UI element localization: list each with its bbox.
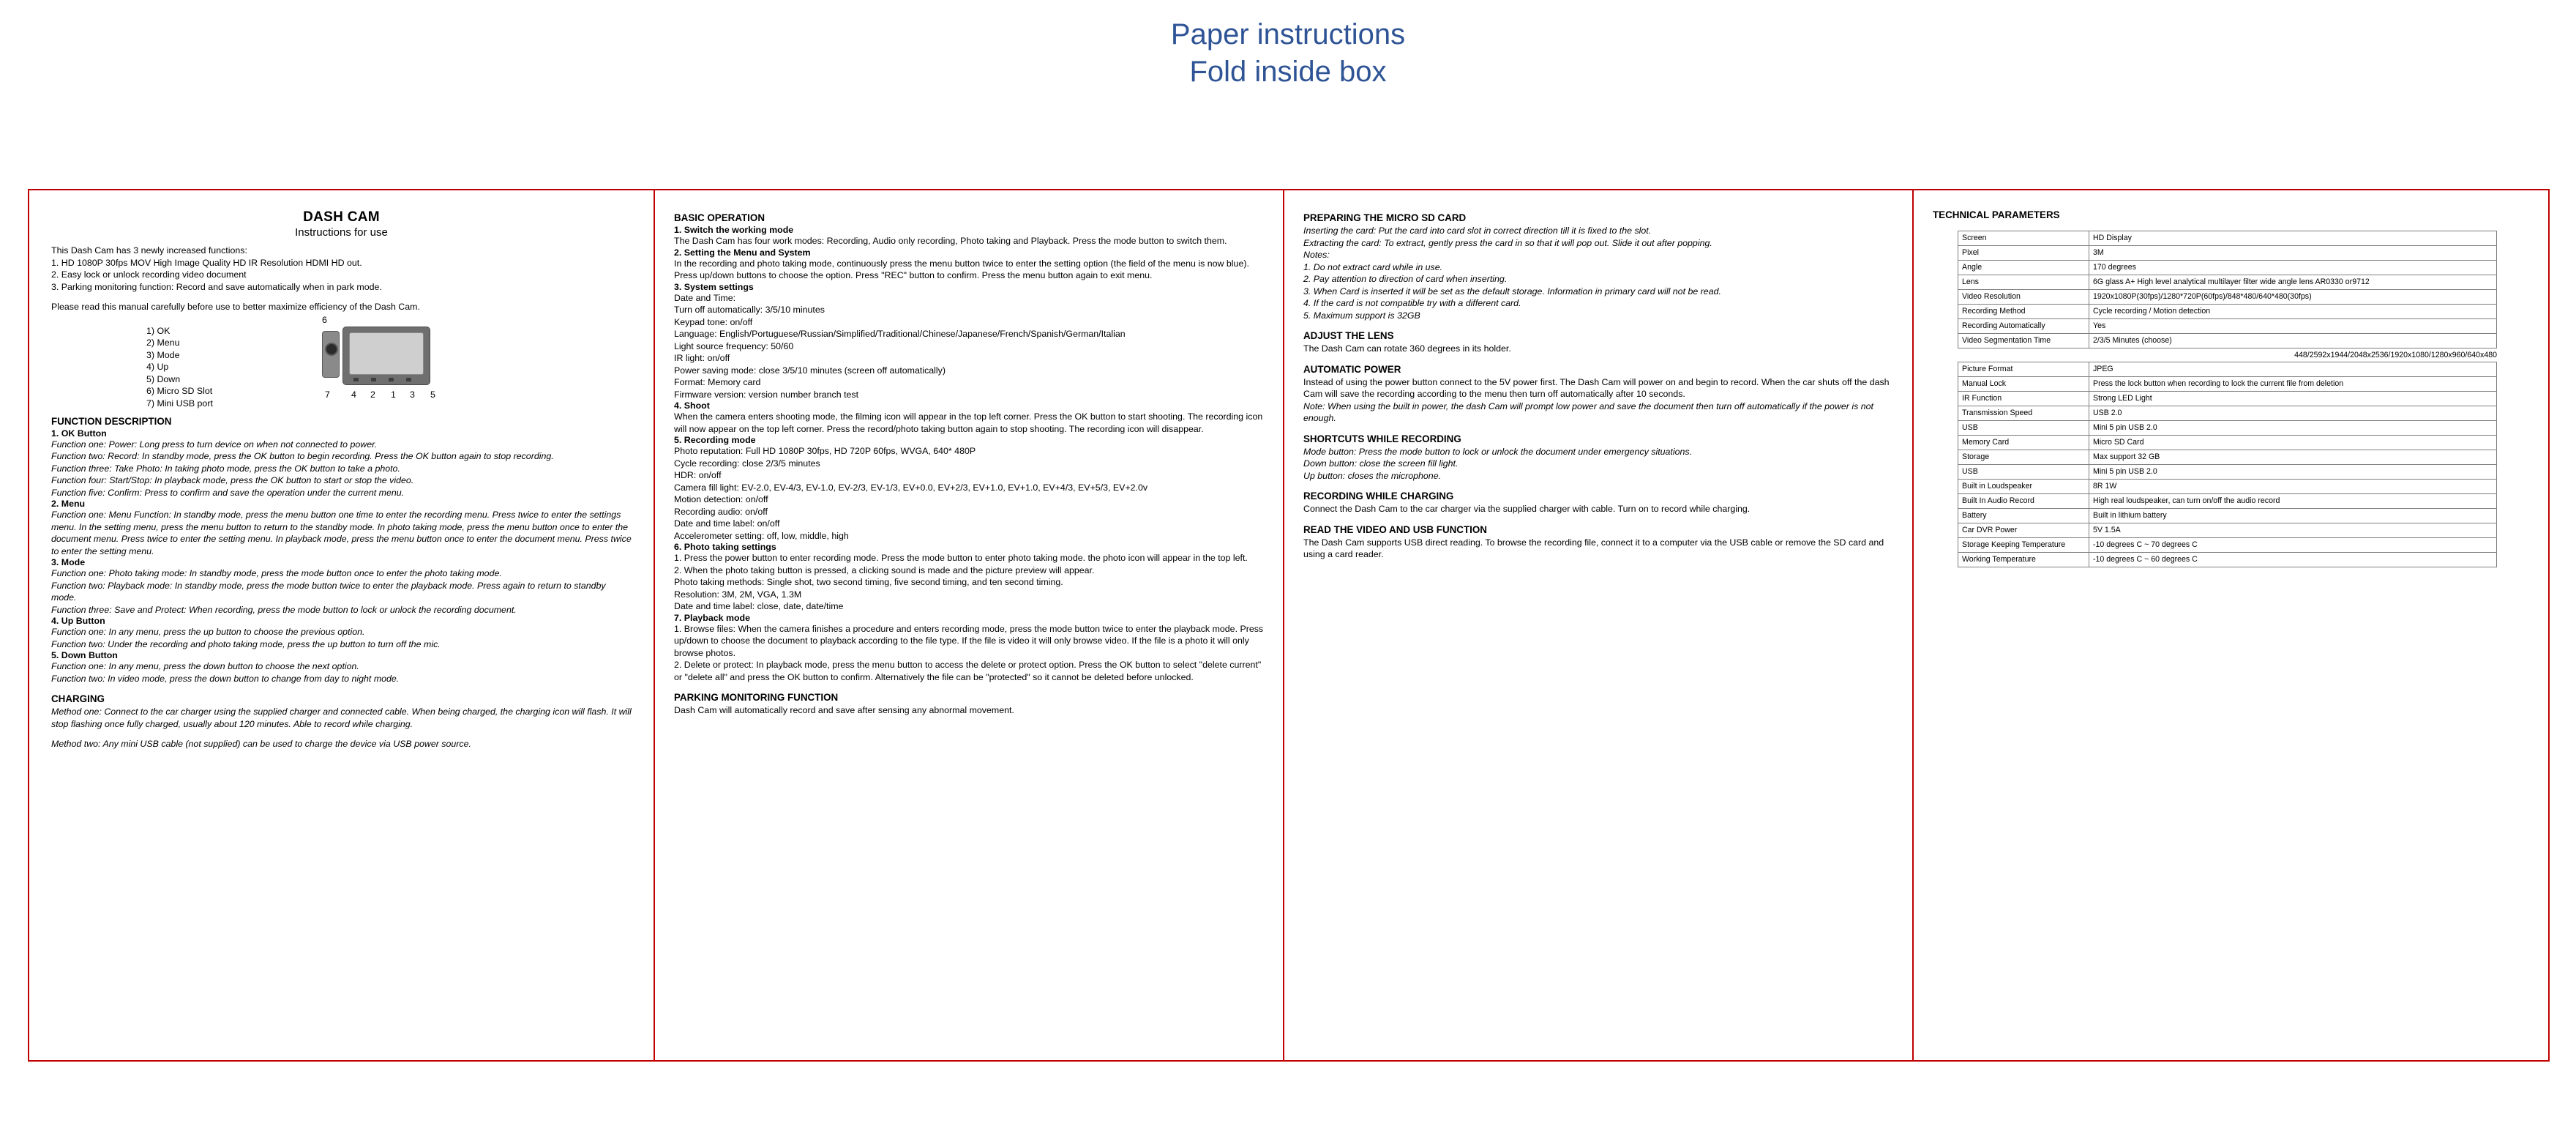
spec-value: 6G glass A+ High level analytical multilayer filter wide angle lens AR0330 or9712: [2089, 275, 2497, 290]
spec-value: 5V 1.5A: [2089, 523, 2497, 538]
spacer: [51, 730, 632, 738]
callout-7: 7: [325, 389, 330, 400]
charging-line: Method one: Connect to the car charger using the supplied charger and connected cable. When being charged, the charging icon will flash. It will stop flashing once fully charged, usually about 120 minutes. Able to record while charging.: [51, 707, 632, 729]
table-row: [1958, 523, 2497, 538]
table-row: [1958, 319, 2497, 334]
photo-settings-line: Photo taking methods: Single shot, two second timing, five second timing, and ten second timing.: [674, 577, 1063, 587]
system-settings-heading: 3. System settings: [674, 281, 754, 292]
spec-key: Battery: [1958, 509, 2089, 523]
down-button-line: Function two: In video mode, press the down button to change from day to night mode.: [51, 673, 400, 684]
playback-mode-line: 1. Browse files: When the camera finishes a procedure and enters recording mode, press the mode button twice to enter the playback mode. Press up/down to choose the document to playback according to the file type. If the file is video it will only browse video. If the file is a photo it will only browse photos.: [674, 623, 1264, 658]
setting-menu-heading: 2. Setting the Menu and System: [674, 247, 811, 258]
intro-line: 2. Easy lock or unlock recording video document: [51, 269, 247, 280]
mode-line: Function two: Playback mode: In standby mode, press the mode button twice to enter the playback mode. Press again to return to standby mode.: [51, 580, 606, 603]
intro-line: Please read this manual carefully before use to better maximize efficiency of the Dash Cam.: [51, 302, 420, 312]
photo-settings-heading: 6. Photo taking settings: [674, 542, 776, 552]
photo-settings-line: Resolution: 3M, 2M, VGA, 1.3M: [674, 589, 802, 600]
recording-mode-line: Photo reputation: Full HD 1080P 30fps, HD 720P 60fps, WVGA, 640* 480P: [674, 446, 976, 456]
intro-line: 1. HD 1080P 30fps MOV High Image Quality HD IR Resolution HDMI HD out.: [51, 257, 362, 268]
legend-item: 7) Mini USB port: [146, 398, 213, 409]
spec-value: 8R 1W: [2089, 480, 2497, 494]
down-button-heading: 5. Down Button: [51, 650, 118, 660]
spec-value: JPEG: [2089, 362, 2497, 377]
spec-key: Manual Lock: [1958, 377, 2089, 392]
sd-card-heading: PREPARING THE MICRO SD CARD: [1303, 212, 1467, 223]
spec-value: -10 degrees C ~ 70 degrees C: [2089, 538, 2497, 553]
sd-card-line: 5. Maximum support is 32GB: [1303, 310, 1420, 321]
spec-key: Video Resolution: [1958, 290, 2089, 305]
intro-line: This Dash Cam has 3 newly increased functions:: [51, 245, 247, 256]
spec-key: Recording Automatically: [1958, 319, 2089, 334]
shoot-heading: 4. Shoot: [674, 400, 710, 411]
system-settings-line: Date and Time:: [674, 292, 736, 303]
table-row: [1958, 231, 2497, 246]
spec-key: USB: [1958, 465, 2089, 480]
automatic-power-heading: AUTOMATIC POWER: [1303, 363, 1401, 375]
page-title: [0, 0, 2576, 91]
camera-lens: [325, 343, 338, 356]
camera-button: [371, 378, 376, 381]
sd-card-line: 1. Do not extract card while in use.: [1303, 261, 1443, 272]
system-settings-line: Language: English/Portuguese/Russian/Simplified/Traditional/Chinese/Japanese/French/Spanish/German/Italian: [674, 329, 1126, 339]
spec-value: Strong LED Light: [2089, 392, 2497, 406]
table-row: [1958, 290, 2497, 305]
spec-value: Press the lock button when recording to lock the current file from deletion: [2089, 377, 2497, 392]
mode-heading: 3. Mode: [51, 557, 86, 567]
ok-button-line: Function five: Confirm: Press to confirm and save the operation under the current menu.: [51, 487, 405, 498]
table-row: [1958, 246, 2497, 261]
spec-value: Mini 5 pin USB 2.0: [2089, 421, 2497, 436]
sd-card-line: 3. When Card is inserted it will be set as the default storage. Information in primary card will not be read.: [1303, 286, 1721, 297]
camera-screen: [349, 332, 424, 375]
sd-card-line: 4. If the card is not compatible try with a different card.: [1303, 298, 1521, 308]
table-row: [1958, 465, 2497, 480]
sd-card-line: Inserting the card: Put the card into card slot in correct direction till it is fixed to the slot.: [1303, 225, 1652, 236]
usb-function-text: The Dash Cam supports USB direct reading. To browse the recording file, connect it to a computer via the USB cable or remove the SD card and using a card reader.: [1303, 537, 1884, 559]
shortcut-line: Mode button: Press the mode button to lock or unlock the document under emergency situations.: [1303, 446, 1693, 457]
table-row: [1958, 421, 2497, 436]
ok-button-heading: 1. OK Button: [51, 428, 107, 439]
function-description-heading: FUNCTION DESCRIPTION: [51, 415, 172, 427]
spec-value: Cycle recording / Motion detection: [2089, 305, 2497, 319]
ok-button-line: Function four: Start/Stop: In playback mode, press the OK button to start or stop the video.: [51, 475, 414, 485]
spec-table-bottom: [1958, 362, 2497, 567]
spec-value: Max support 32 GB: [2089, 450, 2497, 465]
camera-button: [353, 378, 359, 381]
automatic-power-line: Instead of using the power button connect to the 5V power first. The Dash Cam will power on and begin to record. When the car shuts off the dash Cam will save the recording according to the menu then turn off automatically after 10 seconds.: [1303, 376, 1890, 399]
page-title-line2: Fold inside box: [1189, 56, 1387, 89]
down-button-line: Function one: In any menu, press the down button to choose the next option.: [51, 661, 359, 671]
doc-title: DASH CAM: [303, 209, 380, 225]
spec-key: Transmission Speed: [1958, 406, 2089, 421]
recording-mode-heading: 5. Recording mode: [674, 435, 756, 445]
menu-heading: 2. Menu: [51, 499, 86, 509]
spec-key: Screen: [1958, 231, 2089, 246]
shortcut-line: Up button: closes the microphone.: [1303, 470, 1442, 481]
adjust-lens-heading: ADJUST THE LENS: [1303, 330, 1394, 341]
system-settings-line: Light source frequency: 50/60: [674, 340, 794, 351]
callout-4: 4: [351, 389, 356, 400]
spec-value: -10 degrees C ~ 60 degrees C: [2089, 553, 2497, 567]
spec-key: Video Segmentation Time: [1958, 334, 2089, 348]
technical-parameters-heading: TECHNICAL PARAMETERS: [1933, 209, 2060, 220]
extra-resolution-note: 448/2592x1944/2048x2536/1920x1080/1280x960/640x480: [2294, 351, 2497, 359]
table-row: [1958, 305, 2497, 319]
legend-item: 6) Micro SD Slot: [146, 386, 213, 396]
spec-key: Built in Loudspeaker: [1958, 480, 2089, 494]
menu-line: Function one: Menu Function: In standby mode, press the menu button one time to enter the recording menu. Press twice to enter the settings menu. In the setting menu, press the menu button to return to the standby mode. In photo taking mode, press the menu button once to enter the document menu. Press twice to enter the setting menu. In playback mode, press the menu button once to enter the document menu. Press twice to enter the setting menu.: [51, 510, 632, 556]
legend-item: 4) Up: [146, 362, 169, 372]
column-dash-cam: [29, 190, 655, 1060]
mode-line: Function three: Save and Protect: When recording, press the mode button to lock or unlock the recording document.: [51, 604, 517, 615]
recording-mode-line: Date and time label: on/off: [674, 518, 780, 529]
callout-1: 1: [391, 389, 396, 400]
up-button-line: Function two: Under the recording and photo taking mode, press the up button to turn off the mic.: [51, 638, 441, 649]
recording-mode-line: HDR: on/off: [674, 470, 722, 480]
spec-key: Recording Method: [1958, 305, 2089, 319]
shoot-line: When the camera enters shooting mode, the filming icon will appear in the top left corner. Press the OK button to start shooting. The recording icon will now appear on the top left corner. Press the record/photo taking button again to stop shooting. The recording icon will disappear.: [674, 411, 1263, 434]
table-row: [1958, 261, 2497, 275]
recording-mode-line: Motion detection: on/off: [674, 494, 768, 504]
usb-function-heading: READ THE VIDEO AND USB FUNCTION: [1303, 523, 1487, 535]
spec-key: Pixel: [1958, 246, 2089, 261]
legend-item: 1) OK: [146, 325, 171, 336]
device-diagram: [51, 314, 632, 409]
ok-button-line: Function three: Take Photo: In taking photo mode, press the OK button to take a photo.: [51, 463, 400, 474]
photo-settings-line: Date and time label: close, date, date/time: [674, 601, 844, 611]
spec-key: USB: [1958, 421, 2089, 436]
spec-key: Memory Card: [1958, 436, 2089, 450]
table-row: [1958, 450, 2497, 465]
table-row: [1958, 436, 2497, 450]
sd-card-line: 2. Pay attention to direction of card when inserting.: [1303, 274, 1508, 284]
table-row: [1958, 553, 2497, 567]
legend-item: 3) Mode: [146, 349, 180, 360]
intro-line: 3. Parking monitoring function: Record and save automatically when in park mode.: [51, 281, 382, 292]
basic-operation-heading: BASIC OPERATION: [674, 212, 765, 223]
spec-value: USB 2.0: [2089, 406, 2497, 421]
spec-value: Built in lithium battery: [2089, 509, 2497, 523]
parking-monitoring-heading: PARKING MONITORING FUNCTION: [674, 692, 839, 703]
table-row: [1958, 494, 2497, 509]
shortcut-line: Down button: close the screen fill light.: [1303, 458, 1459, 469]
table-row: [1958, 362, 2497, 377]
parking-monitoring-text: Dash Cam will automatically record and save after sensing any abnormal movement.: [674, 705, 1014, 715]
spec-value: Mini 5 pin USB 2.0: [2089, 465, 2497, 480]
instruction-sheet: [28, 189, 2550, 1062]
spec-value: 3M: [2089, 246, 2497, 261]
photo-settings-line: 2. When the photo taking button is pressed, a clicking sound is made and the picture preview will appear.: [674, 564, 1095, 575]
setting-menu-line: In the recording and photo taking mode, continuously press the menu button twice to enter the setting option (the field of the menu is now blue). Press up/down buttons to choose the option. Press "REC" button to confirm. Press the menu button again to exit menu.: [674, 258, 1249, 280]
camera-button: [389, 378, 394, 381]
page-title-line1: Paper instructions: [1170, 18, 1406, 51]
spec-key: Car DVR Power: [1958, 523, 2089, 538]
spec-value: 1920x1080P(30fps)/1280*720P(60fps)/848*480/640*480(30fps): [2089, 290, 2497, 305]
spec-value: Yes: [2089, 319, 2497, 334]
mode-line: Function one: Photo taking mode: In standby mode, press the mode button once to enter the photo taking mode.: [51, 568, 502, 578]
charging-line: Method two: Any mini USB cable (not supplied) can be used to charge the device via USB power source.: [51, 739, 471, 749]
system-settings-line: Turn off automatically: 3/5/10 minutes: [674, 305, 825, 315]
system-settings-line: Format: Memory card: [674, 377, 761, 387]
column-technical-parameters: [1914, 190, 2547, 1060]
system-settings-line: Keypad tone: on/off: [674, 316, 753, 327]
spec-table-top: [1958, 231, 2497, 348]
table-row: [1958, 377, 2497, 392]
spec-key: Lens: [1958, 275, 2089, 290]
spec-key: Storage: [1958, 450, 2089, 465]
callout-5: 5: [430, 389, 435, 400]
camera-button: [406, 378, 411, 381]
spec-key: IR Function: [1958, 392, 2089, 406]
sd-card-line: Notes:: [1303, 250, 1330, 260]
spec-value: 170 degrees: [2089, 261, 2497, 275]
table-row: [1958, 334, 2497, 348]
up-button-heading: 4. Up Button: [51, 616, 105, 626]
adjust-lens-text: The Dash Cam can rotate 360 degrees in its holder.: [1303, 343, 1511, 354]
system-settings-line: Power saving mode: close 3/5/10 minutes (screen off automatically): [674, 365, 946, 376]
playback-mode-heading: 7. Playback mode: [674, 612, 750, 623]
spec-key: Built In Audio Record: [1958, 494, 2089, 509]
spec-value: 2/3/5 Minutes (choose): [2089, 334, 2497, 348]
callout-2: 2: [370, 389, 375, 400]
callout-3: 3: [410, 389, 415, 400]
charging-heading: CHARGING: [51, 693, 105, 704]
shortcuts-heading: SHORTCUTS WHILE RECORDING: [1303, 433, 1461, 444]
playback-mode-line: 2. Delete or protect: In playback mode, press the menu button to access the delete or protect option. Press the OK button to select "delete current" or "delete all" and press the OK button to confirm. Alternatively the file can be "protected" so it cannot be deleted before unlocked.: [674, 660, 1262, 682]
switch-mode-line: The Dash Cam has four work modes: Recording, Audio only recording, Photo taking and Playback. Press the mode button to switch them.: [674, 236, 1227, 246]
table-row: [1958, 275, 2497, 290]
system-settings-line: Firmware version: version number branch test: [674, 389, 859, 400]
recording-mode-line: Accelerometer setting: off, low, middle, high: [674, 530, 849, 541]
spec-key: Angle: [1958, 261, 2089, 275]
system-settings-line: IR light: on/off: [674, 353, 730, 363]
column-basic-operation: [655, 190, 1284, 1060]
spec-value: HD Display: [2089, 231, 2497, 246]
table-row: [1958, 406, 2497, 421]
spec-key: Storage Keeping Temperature: [1958, 538, 2089, 553]
table-row: [1958, 509, 2497, 523]
recording-mode-line: Cycle recording: close 2/3/5 minutes: [674, 458, 820, 469]
spacer: [51, 293, 632, 301]
table-row: [1958, 392, 2497, 406]
legend-item: 5) Down: [146, 373, 181, 384]
column-sd-card: [1284, 190, 1914, 1060]
recording-while-charging-heading: RECORDING WHILE CHARGING: [1303, 491, 1454, 502]
ok-button-line: Function two: Record: In standby mode, press the OK button to begin recording. Press the OK button again to stop recording.: [51, 451, 554, 461]
spec-value: Micro SD Card: [2089, 436, 2497, 450]
recording-while-charging-text: Connect the Dash Cam to the car charger via the supplied charger with cable. Turn on to record while charging.: [1303, 504, 1751, 514]
spec-key: Picture Format: [1958, 362, 2089, 377]
doc-subtitle: Instructions for use: [295, 226, 388, 239]
sd-card-line: Extracting the card: To extract, gently press the card in so that it will pop out. Slide it out after popping.: [1303, 237, 1712, 248]
ok-button-line: Function one: Power: Long press to turn device on when not connected to power.: [51, 439, 378, 450]
diagram-legend: [51, 321, 213, 410]
spec-value: High real loudspeaker, can turn on/off the audio record: [2089, 494, 2497, 509]
camera-body: [342, 327, 430, 385]
table-row: [1958, 538, 2497, 553]
device-illustration: [293, 314, 468, 407]
table-row: [1958, 480, 2497, 494]
spec-key: Working Temperature: [1958, 553, 2089, 567]
legend-item: 2) Menu: [146, 338, 180, 348]
switch-mode-heading: 1. Switch the working mode: [674, 225, 794, 235]
recording-mode-line: Recording audio: on/off: [674, 506, 768, 517]
up-button-line: Function one: In any menu, press the up button to choose the previous option.: [51, 627, 365, 637]
automatic-power-note: Note: When using the built in power, the dash Cam will prompt low power and save the document then turn off automatically if the power is not enough.: [1303, 400, 1873, 423]
recording-mode-line: Camera fill light: EV-2.0, EV-4/3, EV-1.0, EV-2/3, EV-1/3, EV+0.0, EV+2/3, EV+1.0, EV+1.0, EV+4/3, EV+5/3, EV+2.0v: [674, 482, 1148, 493]
photo-settings-line: 1. Press the power button to enter recording mode. Press the mode button to enter photo taking mode. the photo icon will appear in the top left.: [674, 553, 1248, 563]
callout-6: 6: [322, 314, 327, 325]
